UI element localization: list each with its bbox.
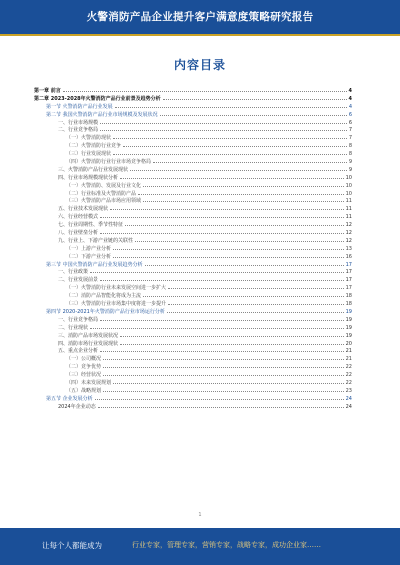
toc-entry-page: 10 xyxy=(345,190,352,197)
toc-entry-title: 第二章 2023-2028年火警消防产品行业前景及趋势分析 xyxy=(34,95,161,102)
toc-entry-page: 12 xyxy=(345,237,352,244)
toc-leader-dots xyxy=(113,149,347,155)
toc-entry[interactable] xyxy=(34,110,352,118)
toc-entry[interactable] xyxy=(34,315,352,323)
footer-slogan: 让每个人都能成为 xyxy=(42,541,102,550)
toc-entry-page: 23 xyxy=(345,387,352,394)
toc-entry-page: 24 xyxy=(345,395,352,402)
toc-leader-dots xyxy=(103,370,344,376)
toc-entry-title: 五、行业技术发展现状 xyxy=(58,206,109,213)
toc-entry[interactable] xyxy=(34,212,352,220)
toc-entry-title: 四、行业市场规模现状分析 xyxy=(58,174,119,181)
toc-entry-title: （三）火警消防产品市场应用领域 xyxy=(66,198,142,205)
toc-entry[interactable] xyxy=(34,141,352,149)
toc-leader-dots xyxy=(103,362,344,368)
toc-leader-dots xyxy=(113,378,344,384)
toc-entry[interactable] xyxy=(34,275,352,283)
toc-leader-dots xyxy=(145,260,344,266)
toc-entry[interactable] xyxy=(34,378,352,386)
toc-entry-page: 11 xyxy=(345,214,352,221)
toc-entry[interactable] xyxy=(34,94,352,102)
toc-entry-title: 三、火警消防产品行业发展现状 xyxy=(58,166,129,173)
toc-entry-title: 第二节 我国火警消防产品行业市场规模及发展状况 xyxy=(46,111,158,118)
toc-entry-page: 19 xyxy=(345,308,352,315)
toc-entry-page: 22 xyxy=(345,379,352,386)
toc-entry-title: （二）下游产业分析 xyxy=(66,253,112,260)
toc-leader-dots xyxy=(168,299,344,305)
toc-entry-page: 4 xyxy=(348,103,352,110)
toc-entry-title: （四）火警消防行业行业市场竞争格局 xyxy=(66,159,152,166)
toc-entry-title: 三、消防产品市场发展状况 xyxy=(58,332,119,339)
toc-entry[interactable] xyxy=(34,331,352,339)
toc-entry[interactable] xyxy=(34,252,352,260)
toc-leader-dots xyxy=(143,196,344,202)
toc-entry[interactable] xyxy=(34,386,352,394)
toc-leader-dots xyxy=(120,331,344,337)
toc-leader-dots xyxy=(113,244,344,250)
toc-entry[interactable] xyxy=(34,228,352,236)
toc-entry[interactable] xyxy=(34,181,352,189)
toc-entry-page: 17 xyxy=(345,261,352,268)
toc-entry[interactable] xyxy=(34,133,352,141)
toc-entry-page: 12 xyxy=(345,222,352,229)
toc-entry[interactable] xyxy=(34,402,352,410)
toc-entry-page: 7 xyxy=(348,127,352,134)
toc-entry-title: （五）战略规划 xyxy=(66,387,102,394)
toc-entry-page: 19 xyxy=(345,316,352,323)
toc-entry-page: 21 xyxy=(345,356,352,363)
toc-leader-dots xyxy=(120,339,344,345)
toc-entry[interactable] xyxy=(34,260,352,268)
toc-entry-page: 20 xyxy=(345,340,352,347)
toc-leader-dots xyxy=(100,228,344,234)
toc-entry-title: 一、行业政策 xyxy=(58,269,89,276)
toc-entry-title: 一、行业市场规模 xyxy=(58,119,99,126)
toc-entry-title: 六、行业经营模式 xyxy=(58,214,99,221)
toc-entry-title: （二）行业标准及火警消防产品 xyxy=(66,190,137,197)
header-accent-stripe xyxy=(0,34,400,36)
toc-entry-title: 五、重点企业分析 xyxy=(58,348,99,355)
toc-entry-page: 8 xyxy=(348,143,352,150)
toc-entry-title: 2024年企业动态 xyxy=(58,403,96,410)
toc-heading: 内容目录 xyxy=(173,58,226,72)
toc-leader-dots xyxy=(113,252,344,258)
toc-entry[interactable] xyxy=(34,323,352,331)
toc-entry-page: 10 xyxy=(345,182,352,189)
toc-entry-page: 9 xyxy=(348,159,352,166)
toc-entry[interactable] xyxy=(34,244,352,252)
toc-entry[interactable] xyxy=(34,189,352,197)
footer-tagline: 行业专家，管理专家，营销专家，战略专家，成功企业家…… xyxy=(132,541,321,549)
toc-entry-page: 17 xyxy=(345,285,352,292)
toc-leader-dots xyxy=(143,181,344,187)
toc-entry-title: 二、行业现状 xyxy=(58,324,89,331)
toc-entry-title: 二、行业竞争格局 xyxy=(58,127,99,134)
toc-entry-page: 4 xyxy=(348,88,352,94)
toc-entry[interactable] xyxy=(34,394,352,402)
toc-leader-dots xyxy=(125,220,344,226)
toc-entry-page: 8 xyxy=(348,151,352,158)
toc-leader-dots xyxy=(103,386,344,392)
page-number: 1 xyxy=(198,512,202,518)
toc-entry[interactable] xyxy=(34,118,352,126)
toc-leader-dots xyxy=(115,102,347,108)
toc-leader-dots xyxy=(90,323,344,329)
toc-entry-page: 7 xyxy=(348,135,352,142)
toc-entry[interactable] xyxy=(34,307,352,315)
toc-entry-page: 12 xyxy=(345,230,352,237)
toc-entry-page: 6 xyxy=(348,119,352,126)
toc-entry[interactable] xyxy=(34,220,352,228)
toc-entry[interactable] xyxy=(34,149,352,157)
toc-leader-dots xyxy=(95,394,344,400)
report-title: 火警消防产品企业提升客户满意度策略研究报告 xyxy=(86,11,314,23)
toc-entry[interactable] xyxy=(34,157,352,165)
toc-entry-title: （一）火警消防行业未来发展空间进一步扩大 xyxy=(66,285,167,292)
toc-entry[interactable] xyxy=(34,362,352,370)
toc-entry[interactable] xyxy=(34,204,352,212)
toc-entry-title: （三）经营状况 xyxy=(66,372,102,379)
toc-entry[interactable] xyxy=(34,370,352,378)
toc-leader-dots xyxy=(100,346,344,352)
toc-entry-page: 11 xyxy=(345,198,352,205)
toc-entry-page: 4 xyxy=(348,95,352,102)
toc-entry[interactable] xyxy=(34,236,352,244)
toc-entry-page: 19 xyxy=(345,324,352,331)
toc-leader-dots xyxy=(130,165,347,171)
toc-entry-title: （一）公司概况 xyxy=(66,356,102,363)
toc-entry-title: 七、行业周期性、季节性特征 xyxy=(58,222,124,229)
toc-entry-page: 17 xyxy=(345,277,352,284)
toc-entry-page: 24 xyxy=(345,403,352,410)
toc-leader-dots xyxy=(100,125,347,131)
toc-entry[interactable] xyxy=(34,267,352,275)
toc-entry-page: 6 xyxy=(348,111,352,118)
toc-entry-page: 22 xyxy=(345,372,352,379)
toc-entry-title: （三）火警消防行业市场集中度将进一步提升 xyxy=(66,301,167,308)
toc-entry-title: （二）消防产品智能化将成为主流 xyxy=(66,293,142,300)
toc-entry-title: （一）上游产业分析 xyxy=(66,245,112,252)
table-of-contents xyxy=(34,86,352,410)
toc-entry[interactable] xyxy=(34,86,352,94)
toc-leader-dots xyxy=(135,236,344,242)
toc-entry-title: 四、消防市场行业发展现状 xyxy=(58,340,119,347)
toc-entry-title: （一）火警消防现状 xyxy=(66,135,112,142)
toc-entry-title: （二）火警消防行业竞争 xyxy=(66,143,122,150)
toc-entry-page: 9 xyxy=(348,166,352,173)
toc-leader-dots xyxy=(120,173,344,179)
toc-entry-title: （四）未来发展规划 xyxy=(66,379,112,386)
toc-leader-dots xyxy=(98,402,344,408)
toc-leader-dots xyxy=(143,291,344,297)
toc-leader-dots xyxy=(153,157,347,163)
toc-entry-page: 11 xyxy=(345,206,352,213)
toc-leader-dots xyxy=(103,354,344,360)
toc-entry-page: 19 xyxy=(345,332,352,339)
toc-leader-dots xyxy=(123,141,347,147)
toc-entry-title: 一、行业竞争格局 xyxy=(58,316,99,323)
toc-entry[interactable] xyxy=(34,346,352,354)
toc-entry-page: 18 xyxy=(345,301,352,308)
toc-entry-title: 八、行业壁垒分析 xyxy=(58,230,99,237)
toc-leader-dots xyxy=(163,94,347,100)
toc-entry-title: 第四节 2020-2021年火警消防产品行业市场运行分析 xyxy=(46,308,165,315)
toc-entry-title: 第一节 火警消防产品行业发展 xyxy=(46,103,113,110)
toc-entry-title: （三）行业发展现状 xyxy=(66,151,112,158)
toc-leader-dots xyxy=(138,189,344,195)
toc-entry[interactable] xyxy=(34,196,352,204)
toc-entry-page: 21 xyxy=(345,348,352,355)
toc-entry-title: （一）火警消防、发展及行业文化 xyxy=(66,182,142,189)
toc-leader-dots xyxy=(113,133,347,139)
toc-entry[interactable] xyxy=(34,125,352,133)
toc-entry[interactable] xyxy=(34,102,352,110)
toc-leader-dots xyxy=(100,315,344,321)
toc-entry[interactable] xyxy=(34,291,352,299)
toc-entry-page: 10 xyxy=(345,174,352,181)
toc-leader-dots xyxy=(100,275,344,281)
toc-leader-dots xyxy=(100,118,347,124)
toc-leader-dots xyxy=(168,283,344,289)
toc-entry[interactable] xyxy=(34,283,352,291)
toc-entry-page: 13 xyxy=(345,245,352,252)
toc-leader-dots xyxy=(63,86,347,92)
toc-entry[interactable] xyxy=(34,173,352,181)
toc-entry-title: 二、行业发展前景 xyxy=(58,277,99,284)
toc-entry[interactable] xyxy=(34,354,352,362)
toc-entry[interactable] xyxy=(34,339,352,347)
toc-entry-page: 16 xyxy=(345,253,352,260)
toc-leader-dots xyxy=(110,204,344,210)
toc-entry-page: 17 xyxy=(345,269,352,276)
toc-entry-title: 第三节 中国火警消防产品行业发展趋势分析 xyxy=(46,261,143,268)
toc-entry-page: 22 xyxy=(345,364,352,371)
toc-entry[interactable] xyxy=(34,299,352,307)
toc-entry-title: （二）竞争优势 xyxy=(66,364,102,371)
toc-entry-title: 第一章 前言 xyxy=(34,88,61,94)
toc-leader-dots xyxy=(167,307,344,313)
toc-entry-title: 九、行业上、下游产业链的关联性 xyxy=(58,237,134,244)
toc-entry[interactable] xyxy=(34,165,352,173)
toc-leader-dots xyxy=(100,212,344,218)
toc-leader-dots xyxy=(90,267,344,273)
toc-entry-page: 18 xyxy=(345,293,352,300)
toc-entry-title: 第五节 企业发展分析 xyxy=(46,395,93,402)
toc-leader-dots xyxy=(160,110,347,116)
